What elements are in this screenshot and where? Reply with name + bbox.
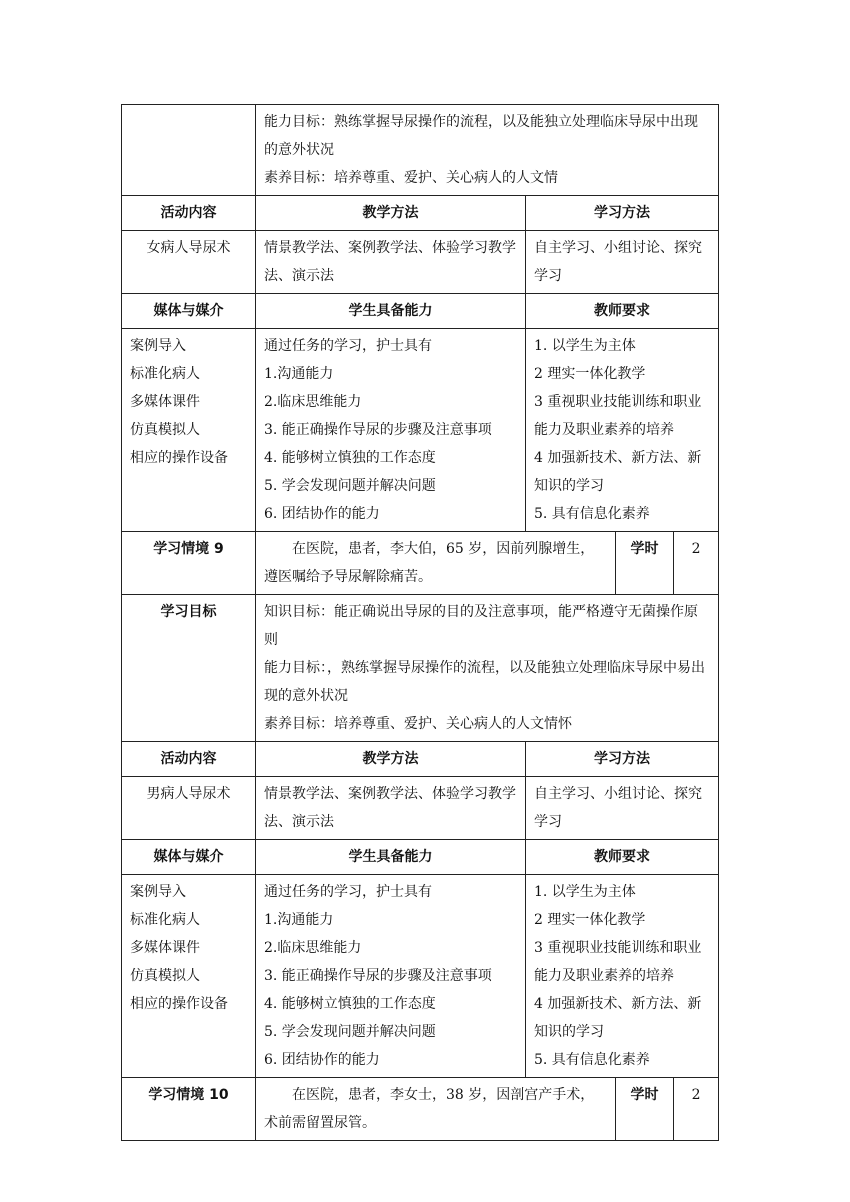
header-teaching-method: 教学方法 [256,196,526,231]
media-cell [122,329,256,532]
header-requirements: 教师要求 [526,840,719,875]
header-row-activity-2 [122,742,719,777]
goal-line: 知识目标：能正确说出导尿的目的及注意事项，能严格遵守无菌操作原则 [264,604,698,648]
situation-row-10 [122,1078,719,1141]
ability-item: 3. 能正确操作导尿的步骤及注意事项 [264,968,492,984]
abilities-cell [256,329,526,532]
goal-line: 素养目标：培养尊重、爱护、关心病人的人文情 [264,170,558,186]
ability-item: 1.沟通能力 [264,366,334,382]
hours-label: 学时 [616,532,674,595]
goal-cell-2 [256,595,719,742]
goal-cell-1 [256,105,719,196]
detail-row-1 [122,329,719,532]
media-item: 标准化病人 [130,366,200,382]
requirement-item: 3 重视职业技能训练和职业能力及职业素养的培养 [534,394,702,438]
media-item: 仿真模拟人 [130,422,200,438]
goal-label-cell-1 [122,105,256,196]
learning-method: 自主学习、小组讨论、探究学习 [526,777,719,840]
media-cell [122,875,256,1078]
situation-row-9 [122,532,719,595]
requirement-item: 3 重视职业技能训练和职业能力及职业素养的培养 [534,940,702,984]
media-item: 仿真模拟人 [130,968,200,984]
requirement-item: 2 理实一体化教学 [534,366,646,382]
hours-label: 学时 [616,1078,674,1141]
requirement-item: 4 加强新技术、新方法、新知识的学习 [534,996,702,1040]
situation-label: 学习情境 9 [122,532,256,595]
requirement-item: 1. 以学生为主体 [534,884,636,900]
ability-item: 6. 团结协作的能力 [264,506,380,522]
teaching-method: 情景教学法、案例教学法、体验学习教学法、演示法 [256,231,526,294]
activity-name: 女病人导尿术 [122,231,256,294]
header-media: 媒体与媒介 [122,294,256,329]
header-activity: 活动内容 [122,196,256,231]
requirements-cell [526,875,719,1078]
ability-item: 6. 团结协作的能力 [264,1052,380,1068]
media-item: 案例导入 [130,884,186,900]
teaching-method: 情景教学法、案例教学法、体验学习教学法、演示法 [256,777,526,840]
hours-value: 2 [674,532,719,595]
media-item: 相应的操作设备 [130,450,228,466]
goal-label: 学习目标 [122,595,256,742]
requirement-item: 1. 以学生为主体 [534,338,636,354]
requirement-item: 5. 具有信息化素养 [534,1052,650,1068]
header-learning-method: 学习方法 [526,196,719,231]
course-table [121,104,719,1141]
header-media: 媒体与媒介 [122,840,256,875]
learning-method: 自主学习、小组讨论、探究学习 [526,231,719,294]
header-abilities: 学生具备能力 [256,840,526,875]
detail-row-2 [122,875,719,1078]
ability-item: 2.临床思维能力 [264,394,362,410]
goal-line: 能力目标：熟练掌握导尿操作的流程，以及能独立处理临床导尿中出现的意外状况 [264,114,698,158]
media-item: 标准化病人 [130,912,200,928]
media-item: 相应的操作设备 [130,996,228,1012]
ability-item: 1.沟通能力 [264,912,334,928]
requirement-item: 5. 具有信息化素养 [534,506,650,522]
situation-text: 在医院，患者，李大伯，65 岁，因前列腺增生，遵医嘱给予导尿解除痛苦。 [256,532,616,595]
hours-value: 2 [674,1078,719,1141]
activity-row-2 [122,777,719,840]
ability-item: 5. 学会发现问题并解决问题 [264,1024,436,1040]
header-row-activity-1 [122,196,719,231]
ability-item: 通过任务的学习，护士具有 [264,884,432,900]
media-item: 案例导入 [130,338,186,354]
header-activity: 活动内容 [122,742,256,777]
activity-name: 男病人导尿术 [122,777,256,840]
goal-row-2 [122,595,719,742]
header-abilities: 学生具备能力 [256,294,526,329]
ability-item: 2.临床思维能力 [264,940,362,956]
goal-line: 能力目标：，熟练掌握导尿操作的流程，以及能独立处理临床导尿中易出现的意外状况 [264,660,705,704]
goal-row-1 [122,105,719,196]
abilities-cell [256,875,526,1078]
requirement-item: 4 加强新技术、新方法、新知识的学习 [534,450,702,494]
ability-item: 3. 能正确操作导尿的步骤及注意事项 [264,422,492,438]
ability-item: 5. 学会发现问题并解决问题 [264,478,436,494]
header-teaching-method: 教学方法 [256,742,526,777]
header-learning-method: 学习方法 [526,742,719,777]
requirement-item: 2 理实一体化教学 [534,912,646,928]
header-requirements: 教师要求 [526,294,719,329]
ability-item: 4. 能够树立慎独的工作态度 [264,996,436,1012]
header-row-media-2 [122,840,719,875]
ability-item: 4. 能够树立慎独的工作态度 [264,450,436,466]
media-item: 多媒体课件 [130,940,200,956]
situation-text: 在医院，患者，李女士，38 岁，因剖宫产手术，术前需留置尿管。 [256,1078,616,1141]
media-item: 多媒体课件 [130,394,200,410]
ability-item: 通过任务的学习，护士具有 [264,338,432,354]
requirements-cell [526,329,719,532]
situation-label: 学习情境 10 [122,1078,256,1141]
activity-row-1 [122,231,719,294]
goal-line: 素养目标：培养尊重、爱护、关心病人的人文情怀 [264,716,572,732]
header-row-media-1 [122,294,719,329]
